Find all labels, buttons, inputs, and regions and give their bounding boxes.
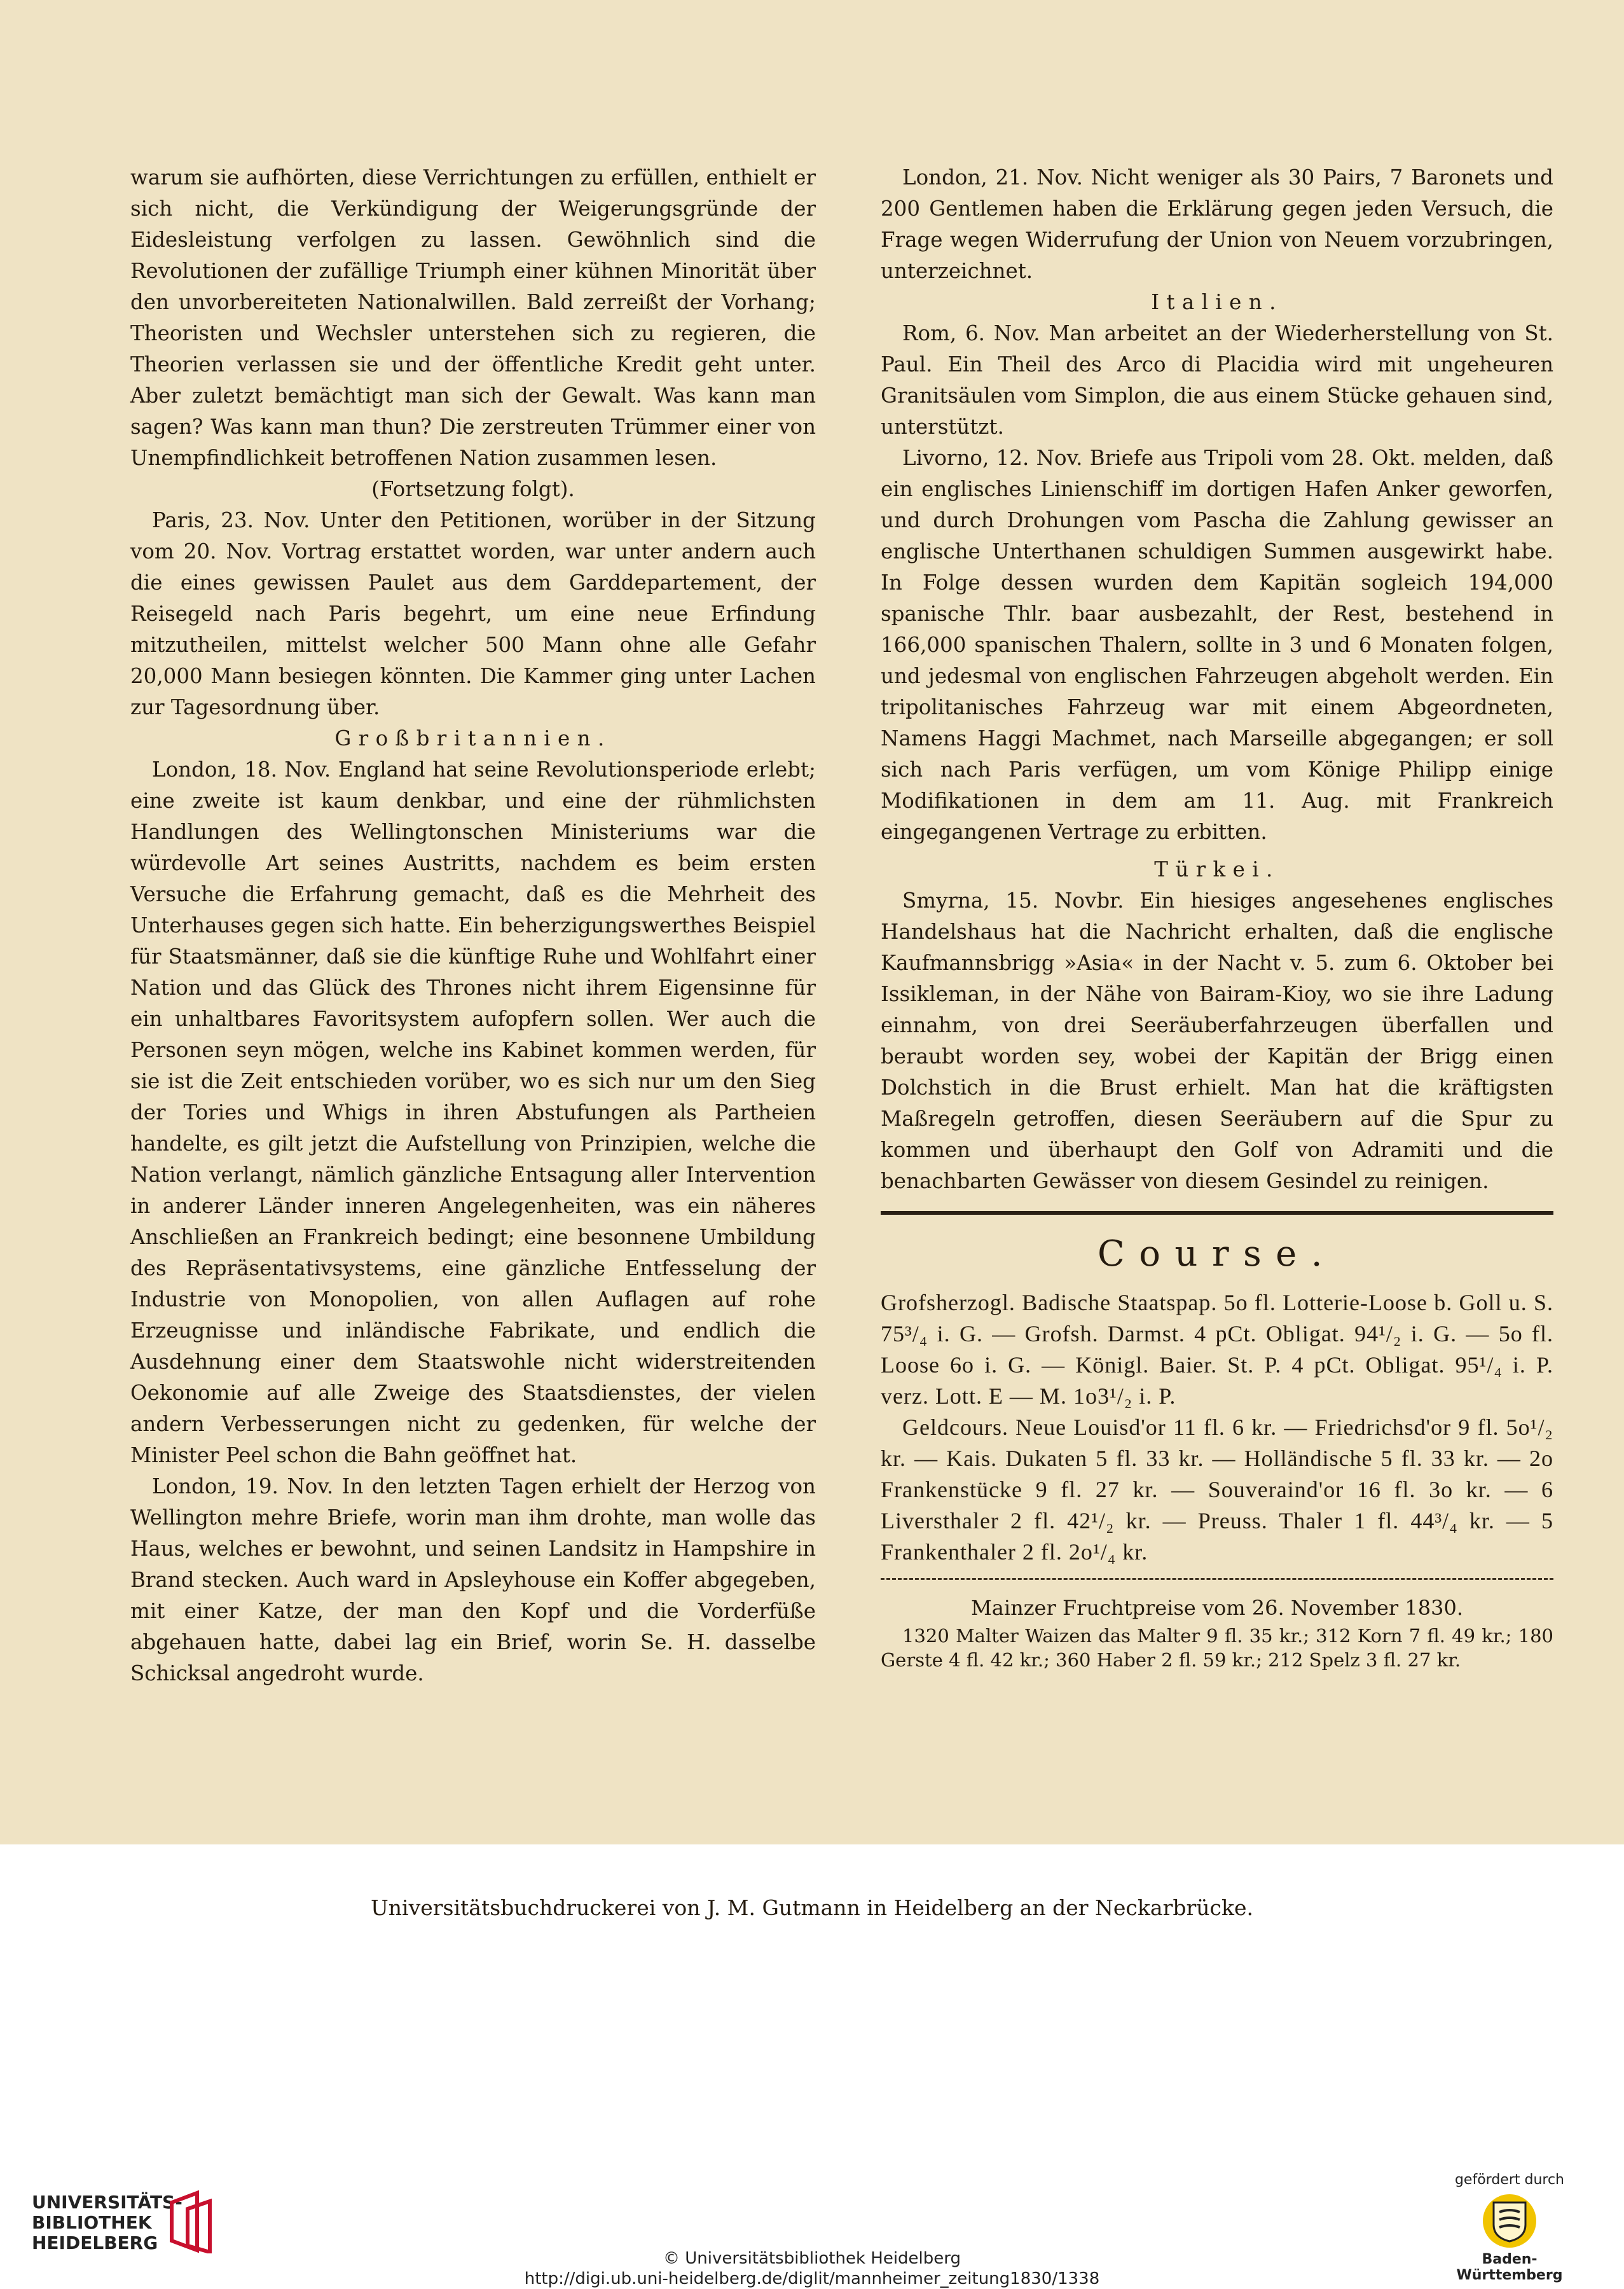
section-heading-tuerkei: Türkei. xyxy=(1154,857,1280,882)
article-livorno: Livorno, 12. Nov. Briefe aus Tripoli vom 28. Okt. melden, daß ein englisches Linienschiff im dortigen Hafen Anker geworfen, und durch Drohungen vom Pascha die Zahlung gewisser an englische Unterthanen schuldigen Summen ausgewirkt habe. In Folge dessen wurden dem Kapitän sogleich 194,000 spanische Thlr. baar ausbezahlt, der Rest, bestehend in 166,000 spanischen Thalern, sollte in 3 und 6 Monaten folgen, und jedesmal von englischen Fahrzeugen abgeholt werden. Ein tripolitanisches Fahrzeug war mit einem Abgeordneten, Namens Haggi Machmet, nach Marseille abgegangen; er soll sich nach Paris verfügen, um vom Könige Philipp einige Modifikationen in dem am 11. Aug. mit Frankreich eingegangenen Vertrage zu erbitten. xyxy=(881,446,1553,844)
state-name: Baden-Württemberg xyxy=(1456,2251,1563,2283)
logo-line-3: HEIDELBERG xyxy=(32,2232,158,2253)
section-divider xyxy=(881,1211,1553,1215)
article-rom: Rom, 6. Nov. Man arbeitet an der Wiederherstellung von St. Paul. Ein Theil des Arco di Placidia wird mit ungeheuren Granitsäulen vom Simplon, die aus einem Stücke gehauen sind, unterstützt. xyxy=(881,321,1553,439)
funding-badge xyxy=(1433,2172,1586,2283)
article-london-19: London, 19. Nov. In den letzten Tagen erhielt der Herzog von Wellington mehre Briefe, worin man ihm drohte, man wolle das Haus, welches er bewohnt, und seinen Landsitz in Hampshire in Brand stecken. Auch ward in Apsleyhouse ein Koffer abgegeben, mit einer Katze, der man den Kopf und die Vorderfüße abgehauen hatte, dabei lag ein Brief, worin Se. H. dasselbe Schicksal angedroht wurde. xyxy=(130,1474,816,1685)
logo-line-2: BIBLIOTHEK xyxy=(32,2212,152,2233)
printer-imprint: Universitätsbuchdruckerei von J. M. Gutmann in Heidelberg an der Neckarbrücke. xyxy=(370,1895,1254,1920)
course-geldcours: Geldcours. Neue Louisd'or 11 fl. 6 kr. — Friedrichsd'or 9 fl. 5o¹/₂ kr. — Kais. Dukaten 5 fl. 33 kr. — Holländische 5 fl. 33 kr. — 2o Frankenstücke 9 fl. 27 kr. — Souveraind'or 16 fl. 3o kr. — 6 Liversthaler 2 fl. 42¹/₂ kr. — Preuss. Thaler 1 fl. 44³/₄ kr. — 5 Frankenthaler 2 fl. 2o¹/₄ kr. xyxy=(881,1414,1553,1565)
article-london-21: London, 21. Nov. Nicht weniger als 30 Pairs, 7 Baronets und 200 Gentlemen haben die Erklärung gegen jeden Versuch, die Frage wegen Widerrufung der Union von Neuem vorzubringen, unterzeichnet. xyxy=(881,165,1553,283)
dashed-divider xyxy=(881,1578,1553,1580)
source-url[interactable]: http://digi.ub.uni-heidelberg.de/diglit/mannheimer_zeitung1830/1338 xyxy=(524,2269,1100,2288)
section-heading-italien: Italien. xyxy=(1151,290,1283,314)
library-logo-icon xyxy=(165,2190,216,2253)
article-smyrna: Smyrna, 15. Novbr. Ein hiesiges angesehenes englisches Handelshaus hat die Nachricht erhalten, daß die englische Kaufmannsbrigg »Asia« in der Nacht v. 5. zum 6. Oktober bei Issikleman, in der Nähe von Bairam-Kioy, wo sie ihre Ladung einnahm, von drei Seeräuberfahrzeugen überfallen und beraubt worden sey, wobei der Kapitän der Brigg einen Dolchstich in die Brust erhielt. Man hat die kräftigsten Maßregeln getroffen, diesen Seeräubern auf die Spur zu kommen und überhaupt den Golf von Adramiti und die benachbarten Gewässer von diesem Gesindel zu reinigen. xyxy=(881,889,1553,1193)
copyright-block xyxy=(0,2248,1624,2289)
right-column xyxy=(881,162,1553,1672)
logo-line-1: UNIVERSITÄTS- xyxy=(32,2192,182,2213)
logo-text xyxy=(32,2192,182,2253)
copyright-text: © Universitätsbibliothek Heidelberg xyxy=(663,2249,961,2268)
coat-of-arms-icon xyxy=(1483,2194,1536,2248)
continuation-note: (Fortsetzung folgt). xyxy=(371,477,575,501)
funded-by-label: gefördert durch xyxy=(1454,2172,1565,2188)
course-section xyxy=(881,1234,1553,1568)
fruit-prices-title: Mainzer Fruchtpreise vom 26. November 1830. xyxy=(971,1596,1463,1620)
fruit-prices xyxy=(881,1624,1553,1672)
fruit-prices-text: 1320 Malter Waizen das Malter 9 fl. 35 kr.; 312 Korn 7 fl. 49 kr.; 180 Gerste 4 fl. 42 kr.; 360 Haber 2 fl. 59 kr.; 212 Spelz 3 fl. 27 kr. xyxy=(881,1625,1553,1671)
article-paris: Paris, 23. Nov. Unter den Petitionen, worüber in der Sitzung vom 20. Nov. Vortrag erstattet worden, war unter andern auch die eines gewissen Paulet aus dem Garddepartement, der Reisegeld nach Paris begehrt, um eine neue Erfindung mitzutheilen, mittelst welcher 500 Mann ohne alle Gefahr 20,000 Mann besiegen könnten. Die Kammer ging unter Lachen zur Tagesordnung über. xyxy=(130,508,816,719)
course-securities: Grofsherzogl. Badische Staatspap. 5o fl. Lotterie-Loose b. Goll u. S. 75³/₄ i. G. — Grofsh. Darmst. 4 pCt. Obligat. 94¹/₂ i. G. — 5o fl. Loose 6o i. G. — Königl. Baier. St. P. 4 pCt. Obligat. 95¹/₄ i. P. verz. Lott. E — M. 1o3¹/₂ i. P. xyxy=(881,1290,1553,1409)
article-continuation: warum sie aufhörten, diese Verrichtungen zu erfüllen, enthielt er sich nicht, die Verkündigung der Weigerungsgründe der Eidesleistung verfolgen zu lassen. Gewöhnlich sind die Revolutionen der zufällige Triumph einer kühnen Minorität über den unvorbereiteten Nationalwillen. Bald zerreißt der Vorhang; Theoristen und Wechsler unterstehen sich zu regieren, die Theorien verlassen sie und der öffentliche Kredit geht unter. Aber zuletzt bemächtigt man sich der Gewalt. Was kann man sagen? Was kann man thun? Die zerstreuten Trümmer einer von Unempfindlichkeit betroffenen Nation zusammen lesen. xyxy=(130,165,816,470)
footer-bar xyxy=(0,2159,1624,2288)
left-column xyxy=(130,162,816,1689)
article-london-18: London, 18. Nov. England hat seine Revolutionsperiode erlebt; eine zweite ist kaum denkbar, und eine der rühmlichsten Handlungen des Wellingtonschen Ministeriums war die würdevolle Art seines Austritts, nachdem es beim ersten Versuche die Erfahrung gemacht, daß es die Mehrheit des Unterhauses gegen sich hatte. Ein beherzigungswerthes Beispiel für Staatsmänner, daß sie die künftige Ruhe und Wohlfahrt einer Nation und das Glück des Thrones nicht ihrem Eigensinne für ein unhaltbares Favoritsystem aufopfern sollen. Wer auch die Personen seyn mögen, welche ins Kabinet kommen werden, für sie ist die Zeit entschieden vorüber, wo es sich nur um den Sieg der Tories und Whigs in ihren Abstufungen als Partheien handelte, es gilt jetzt die Aufstellung von Prinzipien, welche die Nation verlangt, nämlich gänzliche Entsagung aller Intervention in anderer Länder inneren Angelegenheiten, was ein näheres Anschließen an Frankreich bedingt; eine besonnene Umbildung des Repräsentativsystems, eine gänzliche Entfesselung der Industrie von Monopolien, von allen Auflagen auf rohe Erzeugnisse und inländische Fabrikate, und endlich die Ausdehnung einer dem Staatswohle nicht widerstreitenden Oekonomie auf alle Zweige des Staatsdienstes, der vielen andern Verbesserungen nicht zu gedenken, für welche der Minister Peel schon die Bahn geöffnet hat. xyxy=(130,757,816,1467)
course-title: Course. xyxy=(1098,1233,1337,1275)
section-heading-grossbritannien: Großbritannien. xyxy=(334,726,612,750)
